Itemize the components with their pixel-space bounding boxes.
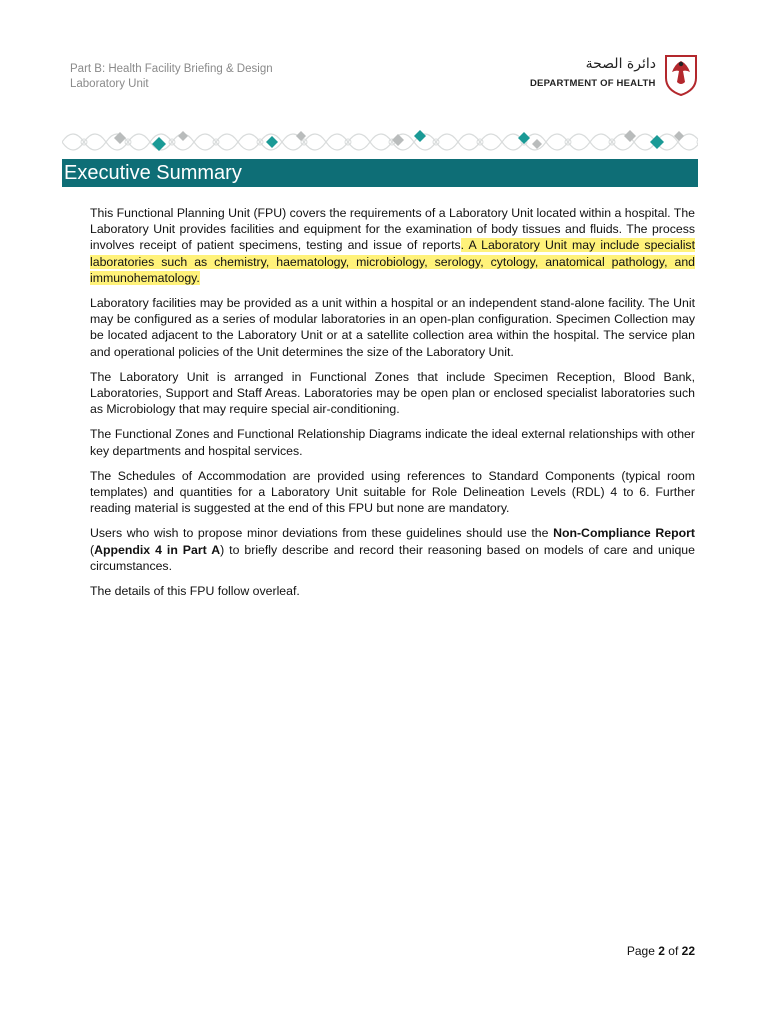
page-label: Page xyxy=(626,944,655,958)
paragraph-3: The Laboratory Unit is arranged in Functional Zones that include Specimen Reception, Blood Bank, Laboratories, Support and Staff Areas. Laboratories may be open plan or enclosed specialist laboratories such as Microbiology that may require special air-conditioning. xyxy=(90,369,695,417)
logo-english-text: DEPARTMENT OF HEALTH xyxy=(530,78,656,89)
page-total: 22 xyxy=(681,944,695,958)
page-current: 2 xyxy=(658,944,665,958)
non-compliance-report-ref: Non-Compliance Report xyxy=(553,526,695,541)
paragraph-2: Laboratory facilities may be provided as a unit within a hospital or an independent stand-alone facility. The Unit may be configured as a series of modular laboratories in an open-plan configuration. Specimen Collection may be located adjacent to the Laboratory Unit or at a satellite collection area within the hospital. The service plan and operational policies of the Unit determines the size of the Laboratory Unit. xyxy=(90,296,695,359)
section-title: Executive Summary xyxy=(64,162,242,184)
paragraph-6-text-c: ) to briefly describe and record their reasoning based on models of care and unique circumstances. xyxy=(90,542,695,573)
paragraph-5: The Schedules of Accommodation are provided using references to Standard Components (typical room templates) and quantities for a Laboratory Unit suitable for Role Delineation Levels (RDL) 4 to 6. Further reading material is suggested at the end of this FPU but none are mandatory. xyxy=(90,468,695,516)
running-header xyxy=(70,62,273,92)
logo-arabic-text: دائرة الصحة xyxy=(585,56,656,72)
paragraph-7: The details of this FPU follow overleaf. xyxy=(90,584,300,599)
of-label: of xyxy=(668,944,679,958)
header-part-title: Part B: Health Facility Briefing & Design xyxy=(70,63,273,75)
paragraph-6-text-a: Users who wish to propose minor deviations from these guidelines should use the xyxy=(90,526,554,541)
paragraph-1-text: This Functional Planning Unit (FPU) covers the requirements of a Laboratory Unit located within a hospital. The Laboratory Unit provides facilities and equipment for the examination of body tissues and fluids. The process involves receipt of patient specimens, testing and issue of reports xyxy=(90,206,695,253)
paragraph-6-text-b: ( xyxy=(90,542,95,557)
page-number xyxy=(627,944,695,958)
executive-summary-body xyxy=(90,205,695,608)
falcon-emblem-icon xyxy=(662,52,700,96)
paragraph-6 xyxy=(90,525,695,574)
paragraph-1 xyxy=(90,205,695,286)
paragraph-4: The Functional Zones and Functional Relationship Diagrams indicate the ideal external relationships with other key departments and hospital services. xyxy=(90,427,695,458)
header-unit-title: Laboratory Unit xyxy=(70,78,149,90)
decorative-pattern-band xyxy=(62,124,698,160)
section-banner xyxy=(62,159,698,187)
department-logo xyxy=(530,50,700,100)
appendix-ref: Appendix 4 in Part A xyxy=(94,542,221,557)
highlighted-text: . A Laboratory Unit may include specialist laboratories such as chemistry, haematology, microbiology, serology, cytology, anatomical pathology, and immunohematology. xyxy=(90,238,695,285)
